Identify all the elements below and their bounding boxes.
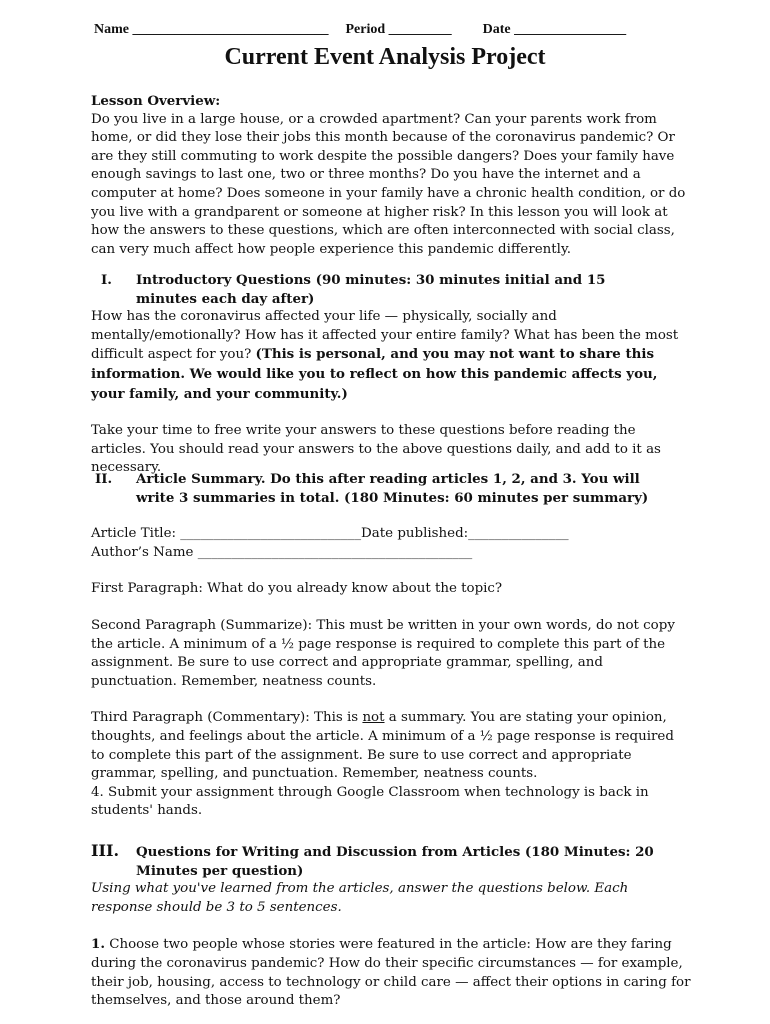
- section-writing-discussion: [91, 842, 691, 1011]
- third-paragraph-text-b: a summary. You are stating your opinion, thoughts, and feelings about the article. A minimum of a ½ page response is required to complete this part of the assignment. Be sure to use correct and appropriate grammar, spelling, and punctuation. Remember, neatness counts.: [91, 710, 674, 782]
- overview-heading: Lesson Overview:: [91, 93, 221, 109]
- period-field: Period _________: [345, 22, 452, 37]
- section-1-heading-line2: minutes each day after): [136, 290, 315, 307]
- question-1-number: 1.: [91, 936, 105, 953]
- section-1-text: [91, 308, 691, 404]
- section-article-summary: [91, 470, 691, 821]
- section-2-heading-line1: Article Summary. Do this after reading articles 1, 2, and 3. You will: [136, 471, 640, 487]
- student-info-header: [94, 22, 626, 38]
- section-2-heading-line2: write 3 summaries in total. (180 Minutes: 60 minutes per summary): [136, 489, 649, 506]
- section-1-heading-line1: Introductory Questions (90 minutes: 30 minutes initial and 15: [136, 272, 606, 288]
- section-3-number: III.: [91, 841, 120, 860]
- first-paragraph-instructions: First Paragraph: What do you already know about the topic?: [91, 581, 503, 597]
- section-1-heading: [91, 271, 691, 290]
- author-name-line: Author’s Name _________________________________________: [91, 544, 473, 560]
- page-title: Current Event Analysis Project: [224, 44, 546, 70]
- section-2-heading: [91, 470, 691, 489]
- third-paragraph-instructions: [91, 709, 691, 783]
- section-3-instructions: Using what you've learned from the articles, answer the questions below. Each response should be 3 to 5 sentences.: [91, 881, 629, 915]
- question-1: [91, 935, 691, 1010]
- third-paragraph-not: not: [362, 710, 385, 726]
- section-1-number: I.: [101, 272, 112, 288]
- section-1-instructions: Take your time to free write your answers to these questions before reading the articles. You should read your answers to the above questions daily, and add to it as necessary.: [91, 423, 661, 476]
- section-introductory-questions: [91, 271, 691, 478]
- submission-step: 4. Submit your assignment through Google Classroom when technology is back in students' hands.: [91, 784, 649, 819]
- article-title-line: Article Title: ___________________________Date published:_______________: [91, 526, 569, 542]
- section-3-heading-line1: Questions for Writing and Discussion from Articles (180 Minutes: 20: [136, 844, 654, 860]
- section-1-bold-note: (This is personal, and you may not want to share this information. We would like you to reflect on how this pandemic affects you, your family, and your community.): [91, 346, 658, 402]
- name-field: Name ____________________________: [94, 22, 329, 37]
- third-paragraph-text-a: Third Paragraph (Commentary): This is: [91, 710, 363, 726]
- section-3-heading-line2: Minutes per question): [136, 862, 304, 879]
- question-1-text: Choose two people whose stories were featured in the article: How are they faring during the coronavirus pandemic? How do their specific circumstances — for example, their job, housing, access to technology or child care — affect their options in caring for themselves, and those around them?: [91, 937, 691, 1009]
- date-field: Date ________________: [482, 22, 627, 37]
- section-3-heading: [91, 842, 691, 862]
- section-2-number: II.: [95, 471, 113, 487]
- second-paragraph-instructions: Second Paragraph (Summarize): This must be written in your own words, do not copy the article. A minimum of a ½ page response is required to complete this part of the assignment. Be sure to use correct and appropriate grammar, spelling, and punctuation. Remember, neatness counts.: [91, 617, 675, 689]
- overview-text: Do you live in a large house, or a crowded apartment? Can your parents work from home, or did they lose their jobs this month because of the coronavirus pandemic? Or are they still commuting to work despite the possible dangers? Does your family have enough savings to last one, two or three months? Do you have the internet and a computer at home? Does someone in your family have a chronic health condition, or do you live with a grandparent or someone at higher risk? In this lesson you will look at how the answers to these questions, which are often interconnected with social class, can very much affect how people experience this pandemic differently.: [91, 111, 686, 257]
- section-1-questions: How has the coronavirus affected your life — physically, socially and mentally/emotionally? How has it affected your entire family? What has been the most difficult aspect for you?: [91, 309, 679, 363]
- lesson-overview: [91, 92, 691, 259]
